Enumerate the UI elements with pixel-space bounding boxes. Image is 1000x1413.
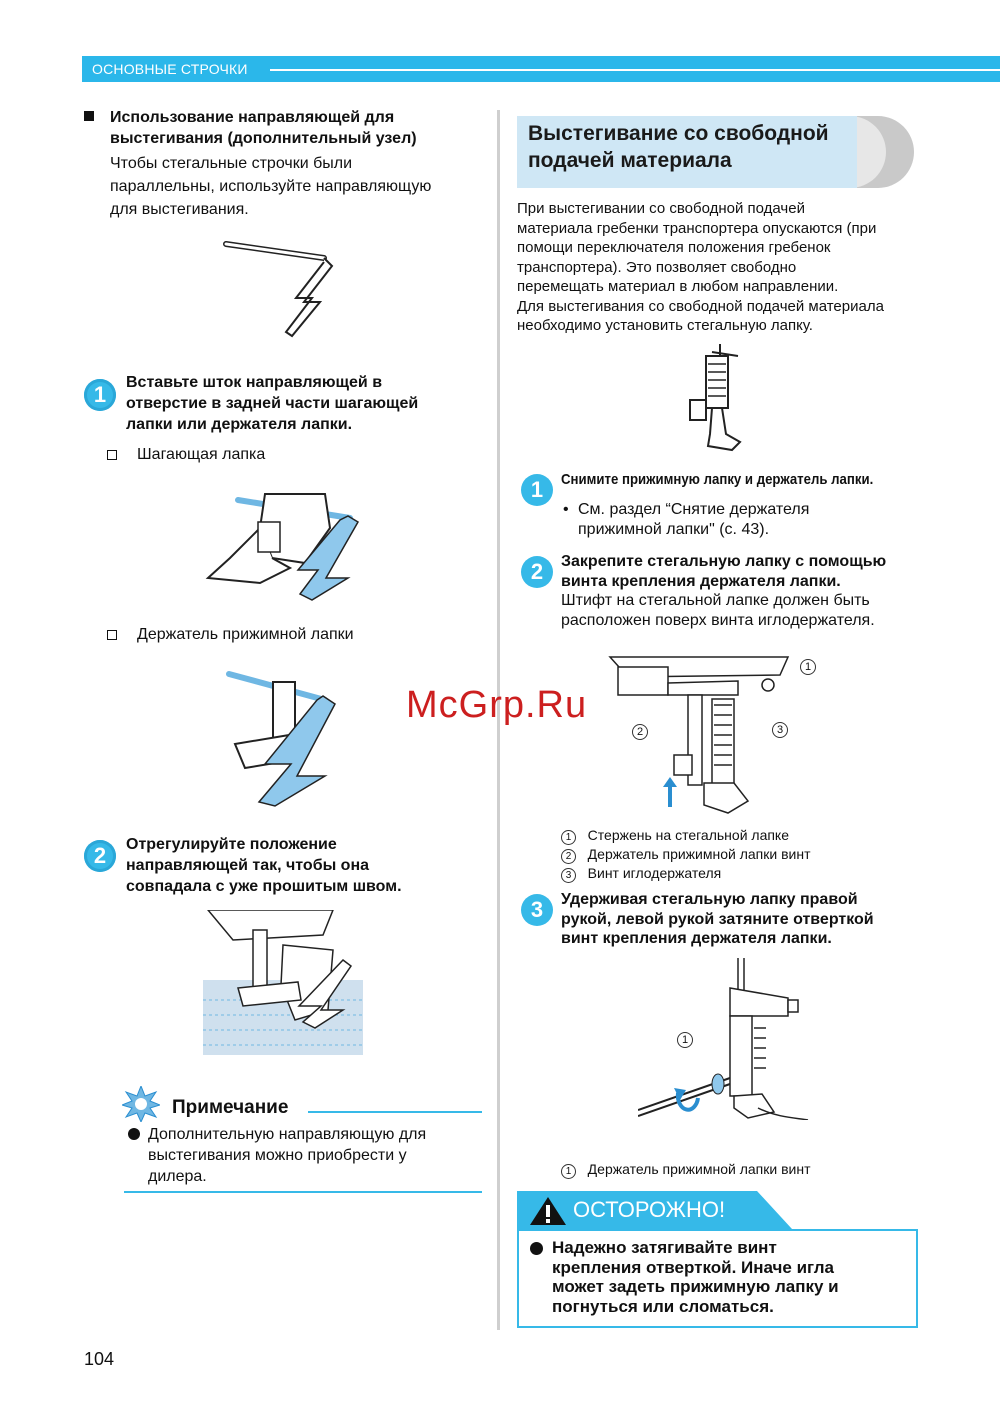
screwdriver-illustration — [638, 958, 810, 1120]
legend-row: 2 Держатель прижимной лапки винт — [561, 845, 811, 864]
note-title: Примечание — [172, 1097, 289, 1118]
bullet-dot-icon — [530, 1242, 543, 1255]
callout-1: 1 — [677, 1032, 693, 1048]
quilting-guide-illustration — [220, 236, 350, 348]
watermark: McGrp.Ru — [406, 684, 588, 726]
section-header-title: ОСНОВНЫЕ СТРОЧКИ — [92, 61, 248, 77]
remove-foot-step: Снимите прижимную лапку и держатель лапки. — [561, 471, 874, 488]
guide-intro: Чтобы стегальные строчки были параллельны, используйте направляющую для выстегивания. — [110, 155, 432, 218]
option-walking-foot: Шагающая лапка — [137, 446, 266, 463]
step-1-badge: 1 — [521, 474, 553, 506]
callout-3: 3 — [772, 722, 788, 738]
legend-2 — [561, 1160, 811, 1179]
note-title-rule — [308, 1111, 482, 1113]
callout-2: 2 — [632, 724, 648, 740]
section-title: Выстегивание со свободной подачей материала — [528, 122, 829, 172]
legend-row: 3 Винт иглодержателя — [561, 864, 811, 883]
option-foot-holder: Держатель прижимной лапки — [137, 626, 354, 643]
bullet-dot-icon — [128, 1128, 140, 1140]
caution-title: ОСТОРОЖНО! — [573, 1197, 726, 1222]
free-motion-intro: При выстегивании со свободной подачей материала гребенки транспортера опускаются (при помощи переключателя положения гребенок транспортера). Это позволяет свободно перемещать материал в любом направлении. Для выстегивания со свободной подачей материала необходимо установить стегальную лапку. — [517, 200, 884, 334]
step-2-badge: 2 — [521, 556, 553, 588]
caution-text: Надежно затягивайте винт крепления отверткой. Иначе игла может задеть прижимную лапку и погнуться или сломаться. — [552, 1238, 839, 1316]
attach-foot-step: Закрепите стегальную лапку с помощью винта крепления держателя лапки. Штифт на стегальной лапке должен быть расположен поверх винта иглодержателя. — [561, 553, 887, 629]
step-1-badge: 1 — [84, 379, 116, 411]
note-bottom-rule — [124, 1191, 482, 1193]
legend-1 — [561, 826, 811, 883]
legend-row: 1 Держатель прижимной лапки винт — [561, 1160, 811, 1179]
guide-on-fabric-illustration — [203, 910, 363, 1055]
checkbox-icon — [107, 450, 117, 460]
page-reference: См. раздел “Снятие держателя прижимной лапки" (с. 43). — [578, 501, 810, 538]
step-1-text: Вставьте шток направляющей в отверстие в задней части шагающей лапки или держателя лапки. — [126, 374, 419, 433]
section-header-rule — [270, 69, 1000, 71]
note-text: Дополнительную направляющую для выстегивания можно приобрести у дилера. — [148, 1126, 427, 1185]
foot-holder-illustration — [225, 664, 340, 808]
legend-row: 1 Стержень на стегальной лапке — [561, 826, 811, 845]
guide-heading: Использование направляющей для выстегивания (дополнительный узел) — [110, 109, 417, 147]
warning-triangle-icon — [529, 1196, 567, 1226]
callout-1: 1 — [800, 659, 816, 675]
checkbox-icon — [107, 630, 117, 640]
step-3-badge: 3 — [521, 894, 553, 926]
square-bullet-icon — [84, 111, 94, 121]
quilting-foot-illustration — [682, 342, 752, 454]
bullet-dot: • — [563, 501, 569, 518]
step-2-text: Отрегулируйте положение направляющей так, чтобы она совпадала с уже прошитым швом. — [126, 836, 402, 895]
walking-foot-illustration — [200, 488, 365, 603]
tighten-screw-step: Удерживая стегальную лапку правой рукой, левой рукой затяните отверткой винт крепления держателя лапки. — [561, 891, 874, 947]
page-number: 104 — [84, 1349, 115, 1369]
note-starburst-icon — [122, 1086, 160, 1122]
step-2-badge: 2 — [84, 840, 116, 872]
